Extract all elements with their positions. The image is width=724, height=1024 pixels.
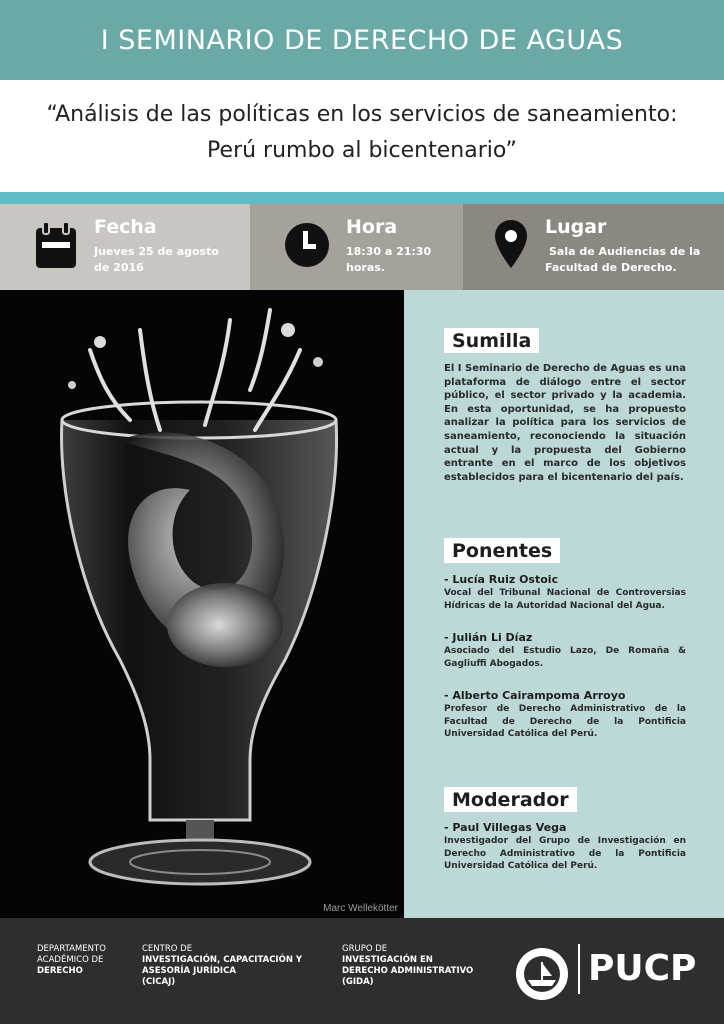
lugar-line-1: Sala de Audiencias de la <box>549 245 701 258</box>
footer-text: ACADÉMICO DE <box>37 955 104 965</box>
subtitle-block <box>0 80 724 192</box>
sumilla-text: El I Seminario de Derecho de Aguas es una plataforma de diálogo entre el sector público, el sector privado y la academia. En esta oportunidad, se ha propuesto analizar la política para los servicios de saneamiento, reconociendo la situación actual y la propuesta del Gobierno entrante en el marco de los objetivos establecidos para el bicentenario del país. <box>444 363 686 483</box>
speaker-item <box>444 630 686 670</box>
water-glass-photo <box>0 290 404 918</box>
footer-text: GRUPO DE <box>342 944 388 954</box>
lugar-label: Lugar <box>545 216 607 238</box>
speaker-item <box>444 572 686 612</box>
hora-value <box>346 244 431 276</box>
pucp-logo: PUCP <box>578 944 696 994</box>
speaker-desc: Asociado del Estudio Lazo, De Romaña & Gagliuffi Abogados. <box>444 646 686 669</box>
footer-text: INVESTIGACIÓN, CAPACITACIÓN Y <box>142 955 303 965</box>
event-info-bar <box>0 204 724 290</box>
subtitle-line-2: Perú rumbo al bicentenario” <box>207 138 517 163</box>
moderator-desc: Investigador del Grupo de Investigación en Derecho Administrativo de la Pontificia Universidad Católica del Perú. <box>444 836 686 871</box>
divider-stripe <box>0 192 724 204</box>
footer-departamento <box>37 944 106 977</box>
fecha-value <box>94 244 219 276</box>
footer-text: DEPARTAMENTO <box>37 944 106 954</box>
footer-text: DERECHO ADMINISTRATIVO <box>342 966 474 976</box>
glass-illustration <box>0 290 404 918</box>
footer-text: DERECHO <box>37 966 83 976</box>
hora-line-2: horas. <box>346 261 385 274</box>
content-panel <box>404 290 724 918</box>
moderator-item <box>444 820 686 873</box>
footer-text: INVESTIGACIÓN EN <box>342 955 433 965</box>
speaker-item <box>444 688 686 741</box>
clock-icon <box>284 222 330 268</box>
footer-text: (CICAJ) <box>142 977 176 987</box>
pucp-seal-icon <box>514 946 570 1002</box>
moderador-heading: Moderador <box>444 787 577 812</box>
speaker-name: - Julián Li Díaz <box>444 631 533 644</box>
speaker-name: - Lucía Ruiz Ostoic <box>444 573 559 586</box>
lugar-line-2: Facultad de Derecho. <box>545 261 677 274</box>
subtitle-line-1: “Análisis de las políticas en los servicios de saneamiento: <box>46 102 678 127</box>
ponentes-heading: Ponentes <box>444 538 560 563</box>
fecha-line-2: de 2016 <box>94 261 144 274</box>
footer-gida <box>342 944 473 988</box>
location-pin-icon <box>493 218 529 270</box>
title-banner <box>0 0 724 80</box>
hora-line-1: 18:30 a 21:30 <box>346 245 432 258</box>
lugar-value <box>545 244 700 276</box>
calendar-icon <box>34 220 78 270</box>
fecha-cell <box>0 204 250 290</box>
hora-label: Hora <box>346 216 398 238</box>
photo-credit: Marc Wellekötter <box>323 903 398 914</box>
footer-text: (GIDA) <box>342 977 374 987</box>
footer-cicaj <box>142 944 302 988</box>
sumilla-heading: Sumilla <box>444 328 539 353</box>
hora-cell <box>250 204 463 290</box>
footer-text: CENTRO DE <box>142 944 193 954</box>
footer <box>0 918 724 1024</box>
page-title: I SEMINARIO DE DERECHO DE AGUAS <box>100 24 624 56</box>
speaker-desc: Vocal del Tribunal Nacional de Controversias Hídricas de la Autoridad Nacional del Agua. <box>444 588 686 611</box>
moderator-name: - Paul Villegas Vega <box>444 821 567 834</box>
fecha-label: Fecha <box>94 216 157 238</box>
speaker-desc: Profesor de Derecho Administrativo de la Facultad de Derecho de la Pontificia Universidad Católica del Perú. <box>444 704 686 739</box>
footer-text: ASESORÍA JURÍDICA <box>142 966 236 976</box>
speaker-name: - Alberto Cairampoma Arroyo <box>444 689 626 702</box>
lugar-cell <box>463 204 724 290</box>
fecha-line-1: Jueves 25 de agosto <box>94 245 219 258</box>
